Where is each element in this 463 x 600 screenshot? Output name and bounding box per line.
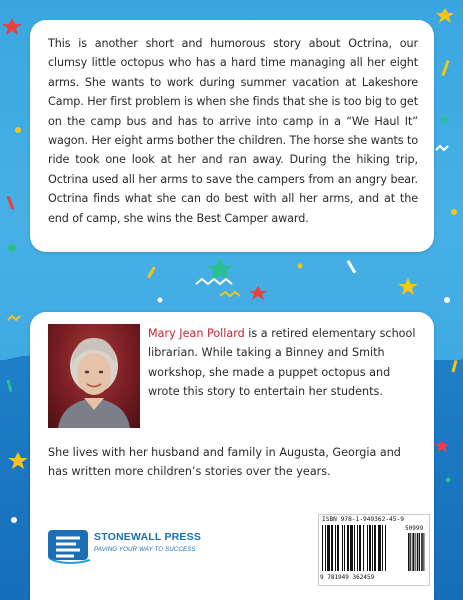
barcode-digits: 9 781949 362459 <box>320 574 375 581</box>
author-bio-text: is a retired elementary school librarian. While taking a Binney and Smith workshop, she made a puppet octopus and wrote this story to entertain her students. <box>148 327 416 399</box>
book-synopsis: This is another short and humorous story about Octrina, our clumsy little octopus who has a hard time managing all her eight arms. She wants to work during summer vacation at Lakeshore Camp. Her first problem is when she finds that she is too big to get on the camp bus and has to arrive into camp in a “We Haul It” wagon. Her eight arms bother the children. The horse she wants to ride took one look at her and ran away. During the hiking trip, Octrina used all her arms to save the campers from an angry bear. Octrina finds what she can do best with all her arms, and at the end of camp, she wins the Best Camper award. <box>48 37 418 225</box>
price-code: 50999 <box>405 525 424 532</box>
publisher-name: STONEWALL PRESS <box>94 531 202 543</box>
isbn-label: ISBN 978-1-949362-45-9 <box>322 516 404 523</box>
author-name: Mary Jean Pollard <box>148 327 245 340</box>
author-photo <box>48 324 140 428</box>
publisher-tagline: PAVING YOUR WAY TO SUCCESS <box>94 546 196 553</box>
author-bio-second: She lives with her husband and family in Augusta, Georgia and has written more children’s stories over the years. <box>48 446 401 479</box>
author-bio <box>148 324 418 402</box>
